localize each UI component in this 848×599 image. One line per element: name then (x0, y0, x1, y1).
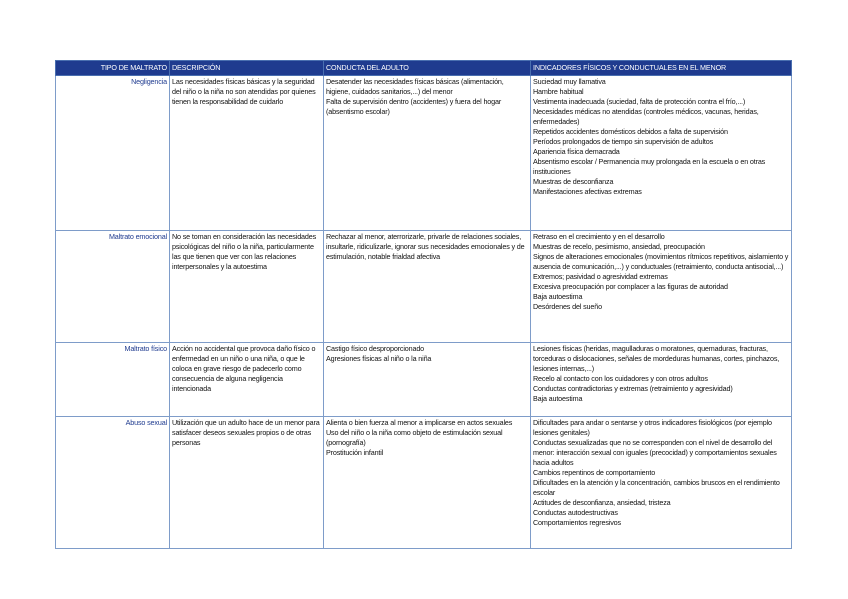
description-cell: Las necesidades físicas básicas y la seguridad del niño o la niña no son atendidas por quienes tienen la responsabilidad de cuidarlo (170, 76, 324, 231)
indicator-item: Extremos; pasividad o agresividad extremas (533, 272, 668, 281)
adult-conduct-cell (324, 76, 531, 231)
conduct-item: Falta de supervisión dentro (accidentes) y fuera del hogar (absentismo escolar) (326, 97, 502, 116)
indicator-item: Conductas contradictorias y extremas (retraimiento y agresividad) (533, 384, 733, 393)
header-tipo: TIPO DE MALTRATO (56, 61, 170, 76)
conduct-item: Castigo físico desproporcionado (326, 344, 425, 353)
indicator-item: Muestras de recelo, pesimismo, ansiedad, preocupación (533, 242, 705, 251)
indicator-item: Hambre habitual (533, 87, 584, 96)
indicator-item: Apariencia física demacrada (533, 147, 620, 156)
conduct-item: Rechazar al menor, aterrorizarle, privarle de relaciones sociales, insultarle, ridiculizarle, ignorar sus necesidades emocionales y de estimulación, notable frialdad afectiva (326, 232, 525, 261)
indicators-cell (531, 76, 792, 231)
table-row (56, 76, 792, 231)
indicator-item: Dificultades para andar o sentarse y otros indicadores fisiológicos (por ejemplo lesiones genitales) (533, 418, 772, 437)
indicator-item: Muestras de desconfianza (533, 177, 614, 186)
conduct-item: Alienta o bien fuerza al menor a implicarse en actos sexuales (326, 418, 513, 427)
description-cell: Utilización que un adulto hace de un menor para satisfacer deseos sexuales propios o de otras personas (170, 417, 324, 549)
indicator-item: Lesiones físicas (heridas, magulladuras o moratones, quemaduras, fracturas, torceduras o dislocaciones, señales de mordeduras humanas, cortes, pinchazos, lesiones internas,...) (533, 344, 780, 373)
description-cell: Acción no accidental que provoca daño físico o enfermedad en un niño o una niña, o que le coloca en grave riesgo de padecerlo como consecuencia de alguna negligencia intencionada (170, 343, 324, 417)
indicator-item: Excesiva preocupación por complacer a las figuras de autoridad (533, 282, 728, 291)
type-cell: Negligencia (56, 76, 170, 231)
indicator-item: Actitudes de desconfianza, ansiedad, tristeza (533, 498, 671, 507)
indicator-item: Recelo al contacto con los cuidadores y con otros adultos (533, 374, 708, 383)
indicators-cell (531, 231, 792, 343)
adult-conduct-cell (324, 417, 531, 549)
indicator-item: Dificultades en la atención y la concentración, cambios bruscos en el rendimiento escolar (533, 478, 780, 497)
adult-conduct-cell (324, 231, 531, 343)
header-indicadores: INDICADORES FÍSICOS Y CONDUCTUALES EN EL MENOR (531, 61, 792, 76)
header-descripcion: DESCRIPCIÓN (170, 61, 324, 76)
adult-conduct-cell (324, 343, 531, 417)
indicator-item: Manifestaciones afectivas extremas (533, 187, 642, 196)
type-cell: Maltrato físico (56, 343, 170, 417)
conduct-item: Desatender las necesidades físicas básicas (alimentación, higiene, cuidados sanitarios,...) del menor (326, 77, 504, 96)
type-cell: Maltrato emocional (56, 231, 170, 343)
indicator-item: Retraso en el crecimiento y en el desarrollo (533, 232, 665, 241)
table-row (56, 343, 792, 417)
indicators-cell (531, 343, 792, 417)
indicator-item: Repetidos accidentes domésticos debidos a falta de supervisión (533, 127, 728, 136)
indicator-item: Comportamientos regresivos (533, 518, 621, 527)
description-cell: No se toman en consideración las necesidades psicológicas del niño o la niña, particularmente las que tienen que ver con las relaciones interpersonales y la autoestima (170, 231, 324, 343)
indicator-item: Cambios repentinos de comportamiento (533, 468, 656, 477)
header-row (56, 61, 792, 76)
indicator-item: Desórdenes del sueño (533, 302, 602, 311)
indicator-item: Baja autoestima (533, 292, 583, 301)
table-row (56, 417, 792, 549)
indicators-cell (531, 417, 792, 549)
conduct-item: Prostitución infantil (326, 448, 384, 457)
indicator-item: Vestimenta inadecuada (suciedad, falta de protección contra el frío,...) (533, 97, 746, 106)
maltrato-table (55, 60, 792, 549)
indicator-item: Conductas autodestructivas (533, 508, 618, 517)
indicator-item: Necesidades médicas no atendidas (controles médicos, vacunas, heridas, enfermedades) (533, 107, 759, 126)
indicator-item: Baja autoestima (533, 394, 583, 403)
table-row (56, 231, 792, 343)
type-cell: Abuso sexual (56, 417, 170, 549)
conduct-item: Agresiones físicas al niño o la niña (326, 354, 432, 363)
header-conducta: CONDUCTA DEL ADULTO (324, 61, 531, 76)
conduct-item: Uso del niño o la niña como objeto de estimulación sexual (pornografía) (326, 428, 503, 447)
indicator-item: Suciedad muy llamativa (533, 77, 606, 86)
indicator-item: Signos de alteraciones emocionales (movimientos rítmicos repetitivos, aislamiento y ausencia de comunicación,...) y conductuales (retraimiento, conducta antisocial,...) (533, 252, 789, 271)
indicator-item: Conductas sexualizadas que no se corresponden con el nivel de desarrollo del menor: interacción sexual con iguales (precocidad) y comportamientos sexuales hacia adultos (533, 438, 777, 467)
indicator-item: Períodos prolongados de tiempo sin supervisión de adultos (533, 137, 714, 146)
indicator-item: Absentismo escolar / Permanencia muy prolongada en la escuela o en otras instituciones (533, 157, 766, 176)
